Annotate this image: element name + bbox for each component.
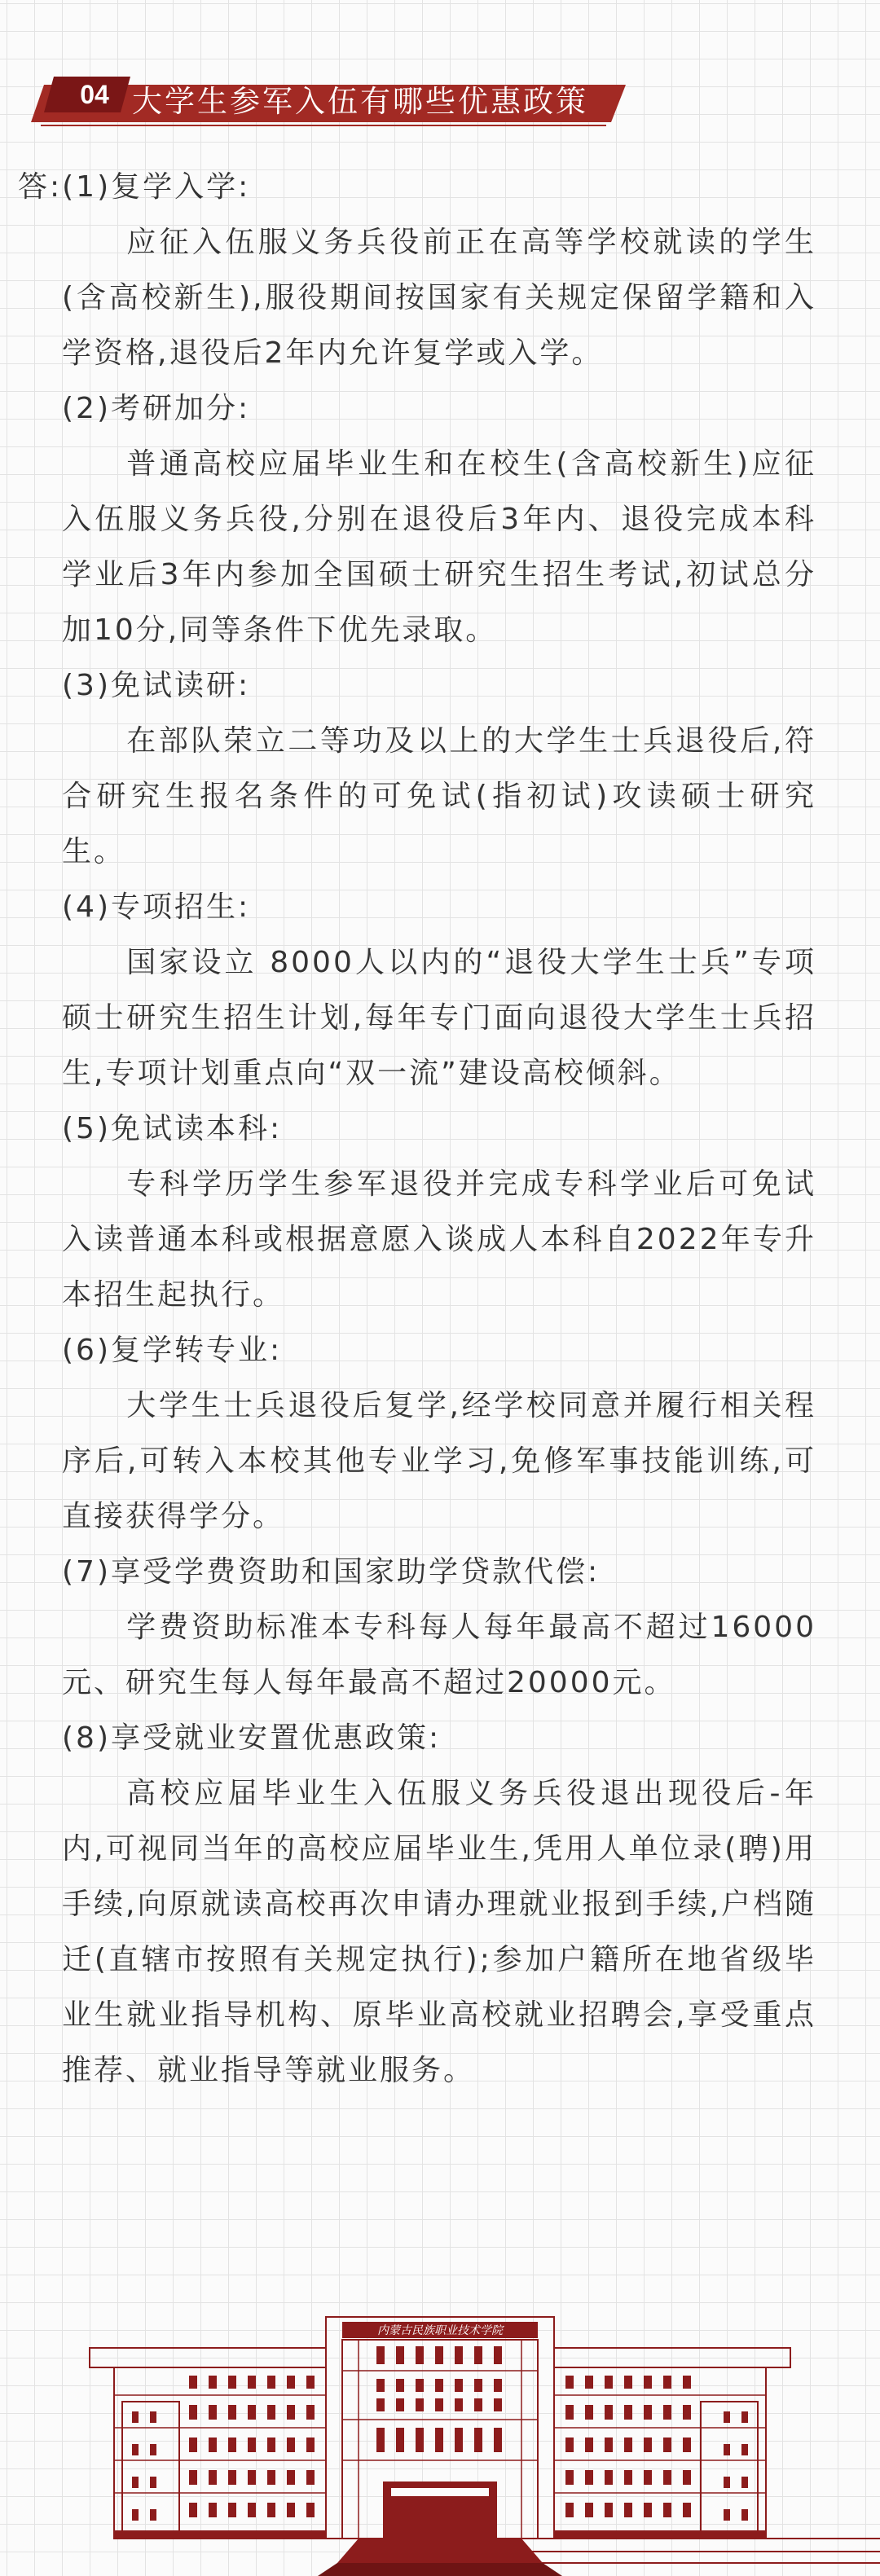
section-number: 04 bbox=[80, 80, 109, 109]
section-7-title: (7)享受学费资助和国家助学贷款代偿: bbox=[62, 1555, 601, 1589]
building-sign-text: 内蒙古民族职业技术学院 bbox=[377, 2324, 503, 2337]
section-7 bbox=[0, 1545, 880, 1711]
section-8-body: 高校应届毕业生入伍服义务兵役退出现役后-年内,可视同当年的高校应届毕业生,凭用人单位录(聘)用手续,向原就读高校再次申请办理就业报到手续,户档随迁(直辖市按照有关规定执行);参加户籍所在地省级毕业生就业指导机构、原毕业高校就业招聘会,享受重点推荐、就业指导等就业服务。 bbox=[62, 1777, 816, 2087]
campus-building-illustration bbox=[0, 2297, 880, 2576]
answer-prefix: 答: bbox=[18, 170, 63, 204]
section-3-title: (3)免试读研: bbox=[62, 669, 251, 702]
section-5-body: 专科学历学生参军退役并完成专科学业后可免试入读普通本科或根据意愿入谈成人本科自2022年专升本招生起执行。 bbox=[62, 1167, 816, 1312]
section-3 bbox=[0, 658, 880, 880]
section-2 bbox=[0, 381, 880, 658]
section-7-body: 学费资助标准本专科每人每年最高不超过16000元、研究生每人每年最高不超过20000元。 bbox=[62, 1611, 816, 1699]
section-1-body: 应征入伍服义务兵役前正在高等学校就读的学生(含高校新生),服役期间按国家有关规定保留学籍和入学资格,退役后2年内允许复学或入学。 bbox=[62, 226, 816, 370]
section-4-title: (4)专项招生: bbox=[62, 890, 251, 924]
section-6 bbox=[0, 1323, 880, 1545]
section-5 bbox=[0, 1101, 880, 1323]
section-6-title: (6)复学转专业: bbox=[62, 1334, 283, 1367]
policy-content bbox=[0, 160, 880, 2099]
section-4-body: 国家设立 8000人以内的“退役大学生士兵”专项硕士研究生招生计划,每年专门面向退役大学生士兵招生,专项计划重点向“双一流”建设高校倾斜。 bbox=[62, 946, 816, 1090]
section-2-body: 普通高校应届毕业生和在校生(含高校新生)应征入伍服义务兵役,分别在退役后3年内、退役完成本科学业后3年内参加全国硕士研究生招生考试,初试总分加10分,同等条件下优先录取。 bbox=[62, 447, 816, 647]
section-6-body: 大学生士兵退役后复学,经学校同意并履行相关程序后,可转入本校其他专业学习,免修军事技能训练,可直接获得学分。 bbox=[62, 1389, 816, 1533]
section-header-banner bbox=[31, 75, 626, 127]
section-4 bbox=[0, 880, 880, 1101]
section-title: 大学生参军入伍有哪些优惠政策 bbox=[132, 84, 588, 119]
section-8-title: (8)享受就业安置优惠政策: bbox=[62, 1721, 442, 1755]
section-2-title: (2)考研加分: bbox=[62, 392, 251, 425]
answer-line bbox=[0, 160, 880, 215]
section-1-title: (1)复学入学: bbox=[62, 170, 251, 204]
section-3-body: 在部队荣立二等功及以上的大学生士兵退役后,符合研究生报名条件的可免试(指初试)攻读硕士研究生。 bbox=[62, 724, 816, 868]
section-8 bbox=[0, 1711, 880, 2099]
section-5-title: (5)免试读本科: bbox=[62, 1112, 283, 1145]
